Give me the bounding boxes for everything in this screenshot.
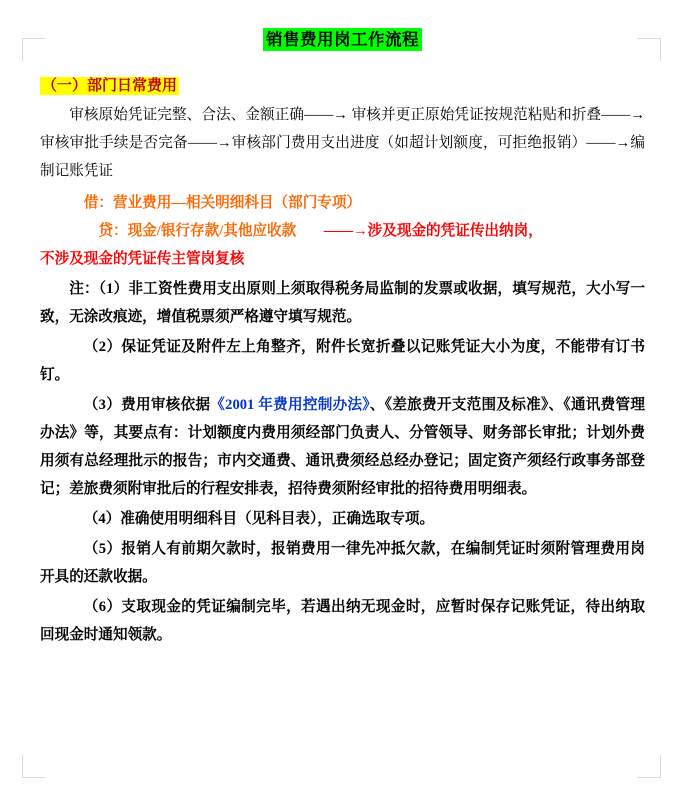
note-item-3 [40, 391, 645, 503]
note-item-6: （6）支取现金的凭证编制完毕，若遇出纳无现金时，应暂时保存记账凭证，待出纳取回现金时通知领款。 [40, 599, 645, 644]
note-item-5: （5）报销人有前期欠款时，报销费用一律先冲抵欠款，在编制凭证时须附管理费用岗开具的还款收据。 [40, 541, 645, 586]
cash-voucher-note: 涉及现金的凭证传出纳岗， [367, 223, 543, 240]
accounting-entry-debit: 借：营业费用—相关明细科目（部门专项） [83, 195, 362, 212]
crop-mark-top-right [638, 38, 661, 61]
page-title-text: 销售费用岗工作流程 [263, 28, 422, 51]
note-3-prefix: （3）费用审核依据 [83, 397, 211, 414]
reference-doc-1: 《2001 年费用控制办法》 [210, 397, 370, 414]
non-cash-voucher-note: 不涉及现金的凭证传主管岗复核 [40, 251, 245, 268]
crop-mark-bottom-right [638, 755, 661, 778]
flow-paragraph: 审核原始凭证完整、合法、金额正确——→ 审核并更正原始凭证按规范粘贴和折叠——→ 审核审批手续是否完备——→审核部门费用支出进度（如超计划额度，可拒绝报销）——→编制记账凭证 [40, 107, 645, 180]
credit-arrow: ——→ [323, 223, 368, 240]
crop-mark-top-left [22, 38, 45, 61]
credit-account-text: 贷：现金/银行存款/其他应收款 [98, 223, 297, 240]
page-title [40, 26, 645, 50]
section-heading [40, 74, 645, 95]
note-item-2: （2）保证凭证及附件左上角整齐，附件长宽折叠以记账凭证大小为度，不能带有订书钉。 [40, 339, 645, 384]
accounting-entry-credit [40, 217, 645, 245]
section-heading-text: （一）部门日常费用 [42, 78, 178, 94]
note-intro: 注：（1）非工资性费用支出原则上须取得税务局监制的发票或收据，填写规范，大小写一致，无涂改痕迹，增值税票须严格遵守填写规范。 [40, 281, 645, 326]
flow-arrow-icon [300, 222, 320, 239]
document-page [0, 26, 683, 790]
reference-doc-2: 《通讯费管理办法》 [40, 397, 645, 442]
note-item-4: （4）准确使用明细科目（见科目表），正确选取专项。 [83, 511, 435, 528]
note-3-suffix: 等，其要点有：计划额度内费用须经部门负责人、分管领导、财务部长审批；计划外费用须有总经理批示的报告；市内交通费、通讯费须经总经办登记；固定资产须经行政事务部登记；差旅费须附审批后的行程安排表，招待费须附经审批的招待费用明细表。 [40, 425, 645, 498]
crop-mark-bottom-left [22, 755, 45, 778]
note-3-mid: 、《差旅费开支范围及标准》、 [369, 397, 564, 414]
